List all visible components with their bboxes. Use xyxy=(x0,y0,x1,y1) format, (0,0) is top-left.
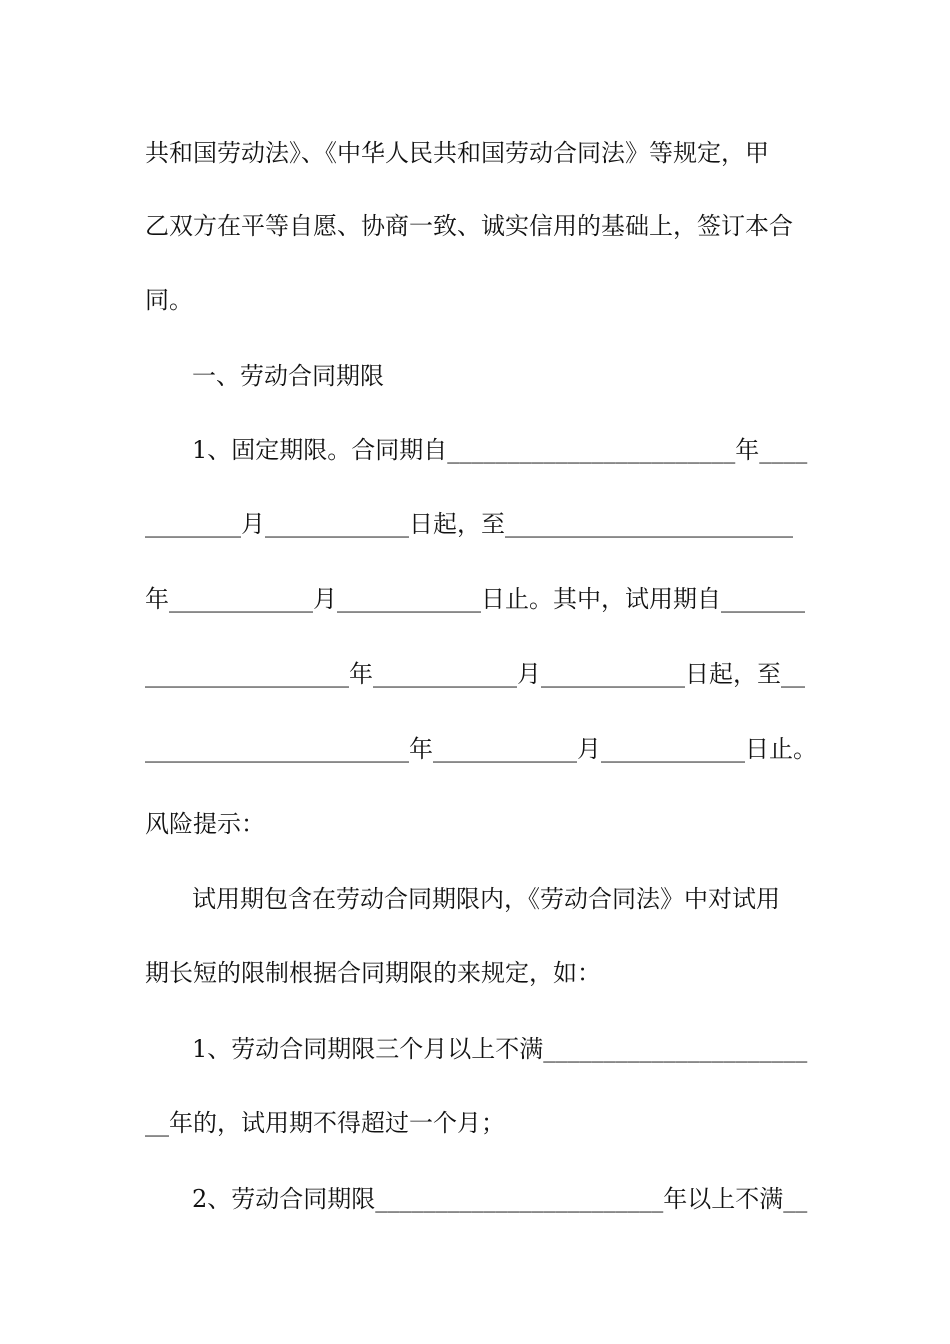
probation-rule-item: __年的，试用期不得超过一个月； xyxy=(145,1109,505,1137)
fixed-term-clause: 1、固定期限。合同期自________________________年____ xyxy=(192,436,808,464)
risk-notice-text: 试用期包含在劳动合同期限内，《劳动合同法》中对试用 xyxy=(192,885,780,913)
fixed-term-clause: ______________________年____________月____________日止。 xyxy=(145,735,817,763)
body-text-line: 乙双方在平等自愿、协商一致、诚实信用的基础上，签订本合 xyxy=(145,212,793,240)
risk-notice-heading: 风险提示： xyxy=(145,810,265,838)
body-text-line: 共和国劳动法》、《中华人民共和国劳动合同法》等规定，甲 xyxy=(145,139,769,167)
fixed-term-clause: ________月____________日起，至________________________ xyxy=(145,510,793,538)
fixed-term-clause: 年____________月____________日止。其中，试用期自_______ xyxy=(145,585,805,613)
probation-rule-item: 2、劳动合同期限________________________年以上不满__ xyxy=(192,1185,808,1213)
fixed-term-clause: _________________年____________月____________日起，至__ xyxy=(145,660,805,688)
probation-rule-item: 1、劳动合同期限三个月以上不满______________________ xyxy=(192,1035,808,1063)
risk-notice-text: 期长短的限制根据合同期限的来规定，如： xyxy=(145,959,601,987)
body-text-line: 同。 xyxy=(145,286,193,314)
section-heading: 一、劳动合同期限 xyxy=(192,362,384,390)
